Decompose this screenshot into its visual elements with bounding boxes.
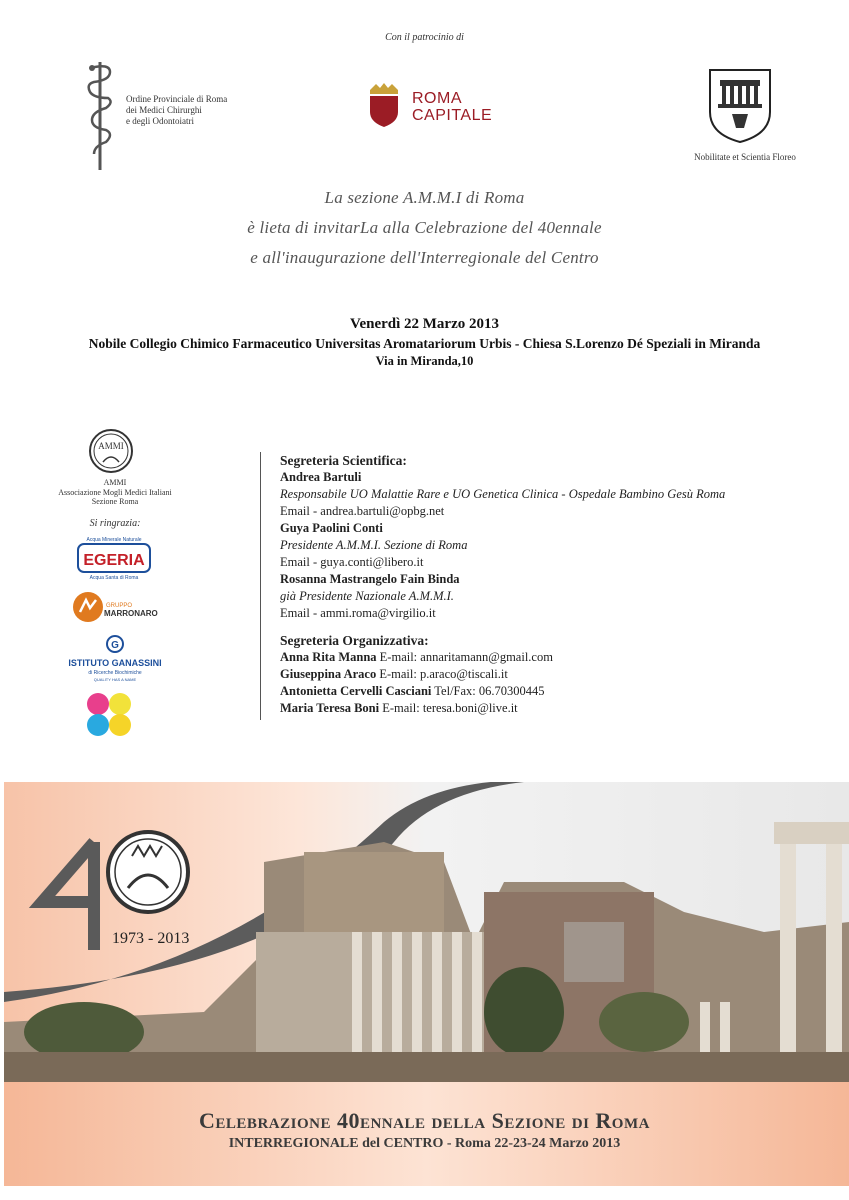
thanks-label: Si ringrazia:	[89, 518, 141, 529]
ammi-logo	[88, 428, 134, 474]
crest-shield-icon	[708, 68, 772, 144]
ammi-emblem-icon	[88, 428, 134, 474]
scientifica-email-3[interactable]: Email - ammi.roma@virgilio.it	[280, 606, 436, 620]
roma-shield-icon	[366, 82, 402, 128]
organizzativa-contact-2[interactable]: E-mail: p.araco@tiscali.it	[379, 667, 508, 681]
roma-capitale-line-2: CAPITALE	[412, 107, 493, 124]
scientifica-role-1: Responsabile UO Malattie Rare e UO Genetica Clinica - Ospedale Bambino Gesù Roma	[280, 487, 726, 501]
ordine-medici-logo	[80, 58, 280, 173]
collegio-motto: Nobilitate et Scientia Floreo	[694, 152, 796, 162]
svg-text:G: G	[111, 640, 119, 651]
organizzativa-contact-3: Tel/Fax: 06.70300445	[434, 684, 545, 698]
egeria-top-text: Acqua Minerale Naturale	[86, 537, 142, 543]
gruppo-top-text: GRUPPO	[106, 603, 133, 609]
vertical-divider	[260, 452, 261, 720]
organizzativa-name-1: Anna Rita Manna	[280, 650, 377, 664]
organizzativa-row-1	[280, 649, 840, 666]
anniversary-years: 1973 - 2013	[112, 930, 190, 947]
scientifica-role-2: Presidente A.M.M.I. Sezione di Roma	[280, 538, 468, 552]
organizzativa-name-4: Maria Teresa Boni	[280, 701, 380, 715]
egeria-logo	[76, 534, 152, 580]
banner-subtitle: INTERREGIONALE del CENTRO - Roma 22-23-24 Marzo 2013	[228, 1136, 621, 1151]
scientifica-email-2[interactable]: Email - guya.conti@libero.it	[280, 555, 424, 569]
gruppo-text: MARRONARO	[104, 609, 158, 618]
organizzativa-row-3	[280, 683, 840, 700]
ammi-caption-3: Sezione Roma	[91, 497, 139, 506]
scientifica-name-3: Rosanna Mastrangelo Fain Binda	[280, 572, 460, 586]
organizzativa-contact-4[interactable]: E-mail: teresa.boni@live.it	[382, 701, 518, 715]
organizzativa-row-2	[280, 666, 840, 683]
scientifica-role-3: già Presidente Nazionale A.M.M.I.	[280, 589, 454, 603]
ammi-logo-text: AMMI	[98, 441, 124, 451]
invitation-line-2: è lieta di invitarLa alla Celebrazione del 40ennale	[247, 218, 602, 237]
segreteria-scientifica-title: Segreteria Scientifica:	[280, 453, 407, 468]
ganassini-text: ISTITUTO GANASSINI	[68, 658, 162, 668]
roma-capitale-logo	[366, 82, 506, 132]
roma-capitale-line-1: ROMA	[412, 90, 462, 107]
ammi-caption-2: Associazione Mogli Medici Italiani	[58, 487, 172, 497]
egeria-bottom-text: Acqua Santa di Roma	[89, 575, 139, 580]
ordine-line-3: e degli Odontoiatri	[126, 116, 194, 126]
organizzativa-name-3: Antonietta Cervelli Casciani	[280, 684, 432, 698]
event-date: Venerdì 22 Marzo 2013	[349, 316, 499, 332]
organizzativa-name-2: Giuseppina Araco	[280, 667, 377, 681]
ordine-line-1: Ordine Provinciale di Roma	[126, 94, 228, 104]
event-place: Nobile Collegio Chimico Farmaceutico Universitas Aromatariorum Urbis - Chiesa S.Lorenzo Dé Speziali in Miranda	[88, 336, 761, 351]
contacts-block	[280, 452, 840, 717]
organizzativa-contact-1[interactable]: E-mail: annaritamann@gmail.com	[379, 650, 553, 664]
gruppo-marronaro-logo	[70, 590, 160, 624]
caduceus-icon	[80, 58, 120, 173]
ganassini-sub-text: di Ricerche Biochimiche	[88, 670, 142, 676]
scientifica-email-1[interactable]: Email - andrea.bartuli@opbg.net	[280, 504, 445, 518]
patronage-label: Con il patrocinio di	[385, 32, 464, 43]
scientifica-name-1: Andrea Bartuli	[280, 470, 362, 484]
collegio-crest-logo	[708, 68, 772, 144]
invitation-line-1: La sezione A.M.M.I di Roma	[324, 188, 525, 207]
invitation-line-3: e all'inaugurazione dell'Interregionale del Centro	[250, 248, 599, 267]
egeria-text: EGERIA	[83, 552, 145, 569]
istituto-ganassini-logo	[60, 634, 170, 684]
hearts-logo	[84, 690, 136, 740]
organizzativa-row-4	[280, 700, 840, 717]
ammi-caption-1: AMMI	[103, 478, 127, 487]
ganassini-sub2-text: QUALITY HAS A NAME	[93, 677, 137, 682]
banner-title: Celebrazione 40ennale della Sezione di Roma	[199, 1108, 650, 1133]
scientifica-name-2: Guya Paolini Conti	[280, 521, 383, 535]
event-address: Via in Miranda,10	[375, 354, 474, 368]
segreteria-organizzativa-title: Segreteria Organizzativa:	[280, 633, 429, 648]
ordine-line-2: dei Medici Chirurghi	[126, 105, 202, 115]
